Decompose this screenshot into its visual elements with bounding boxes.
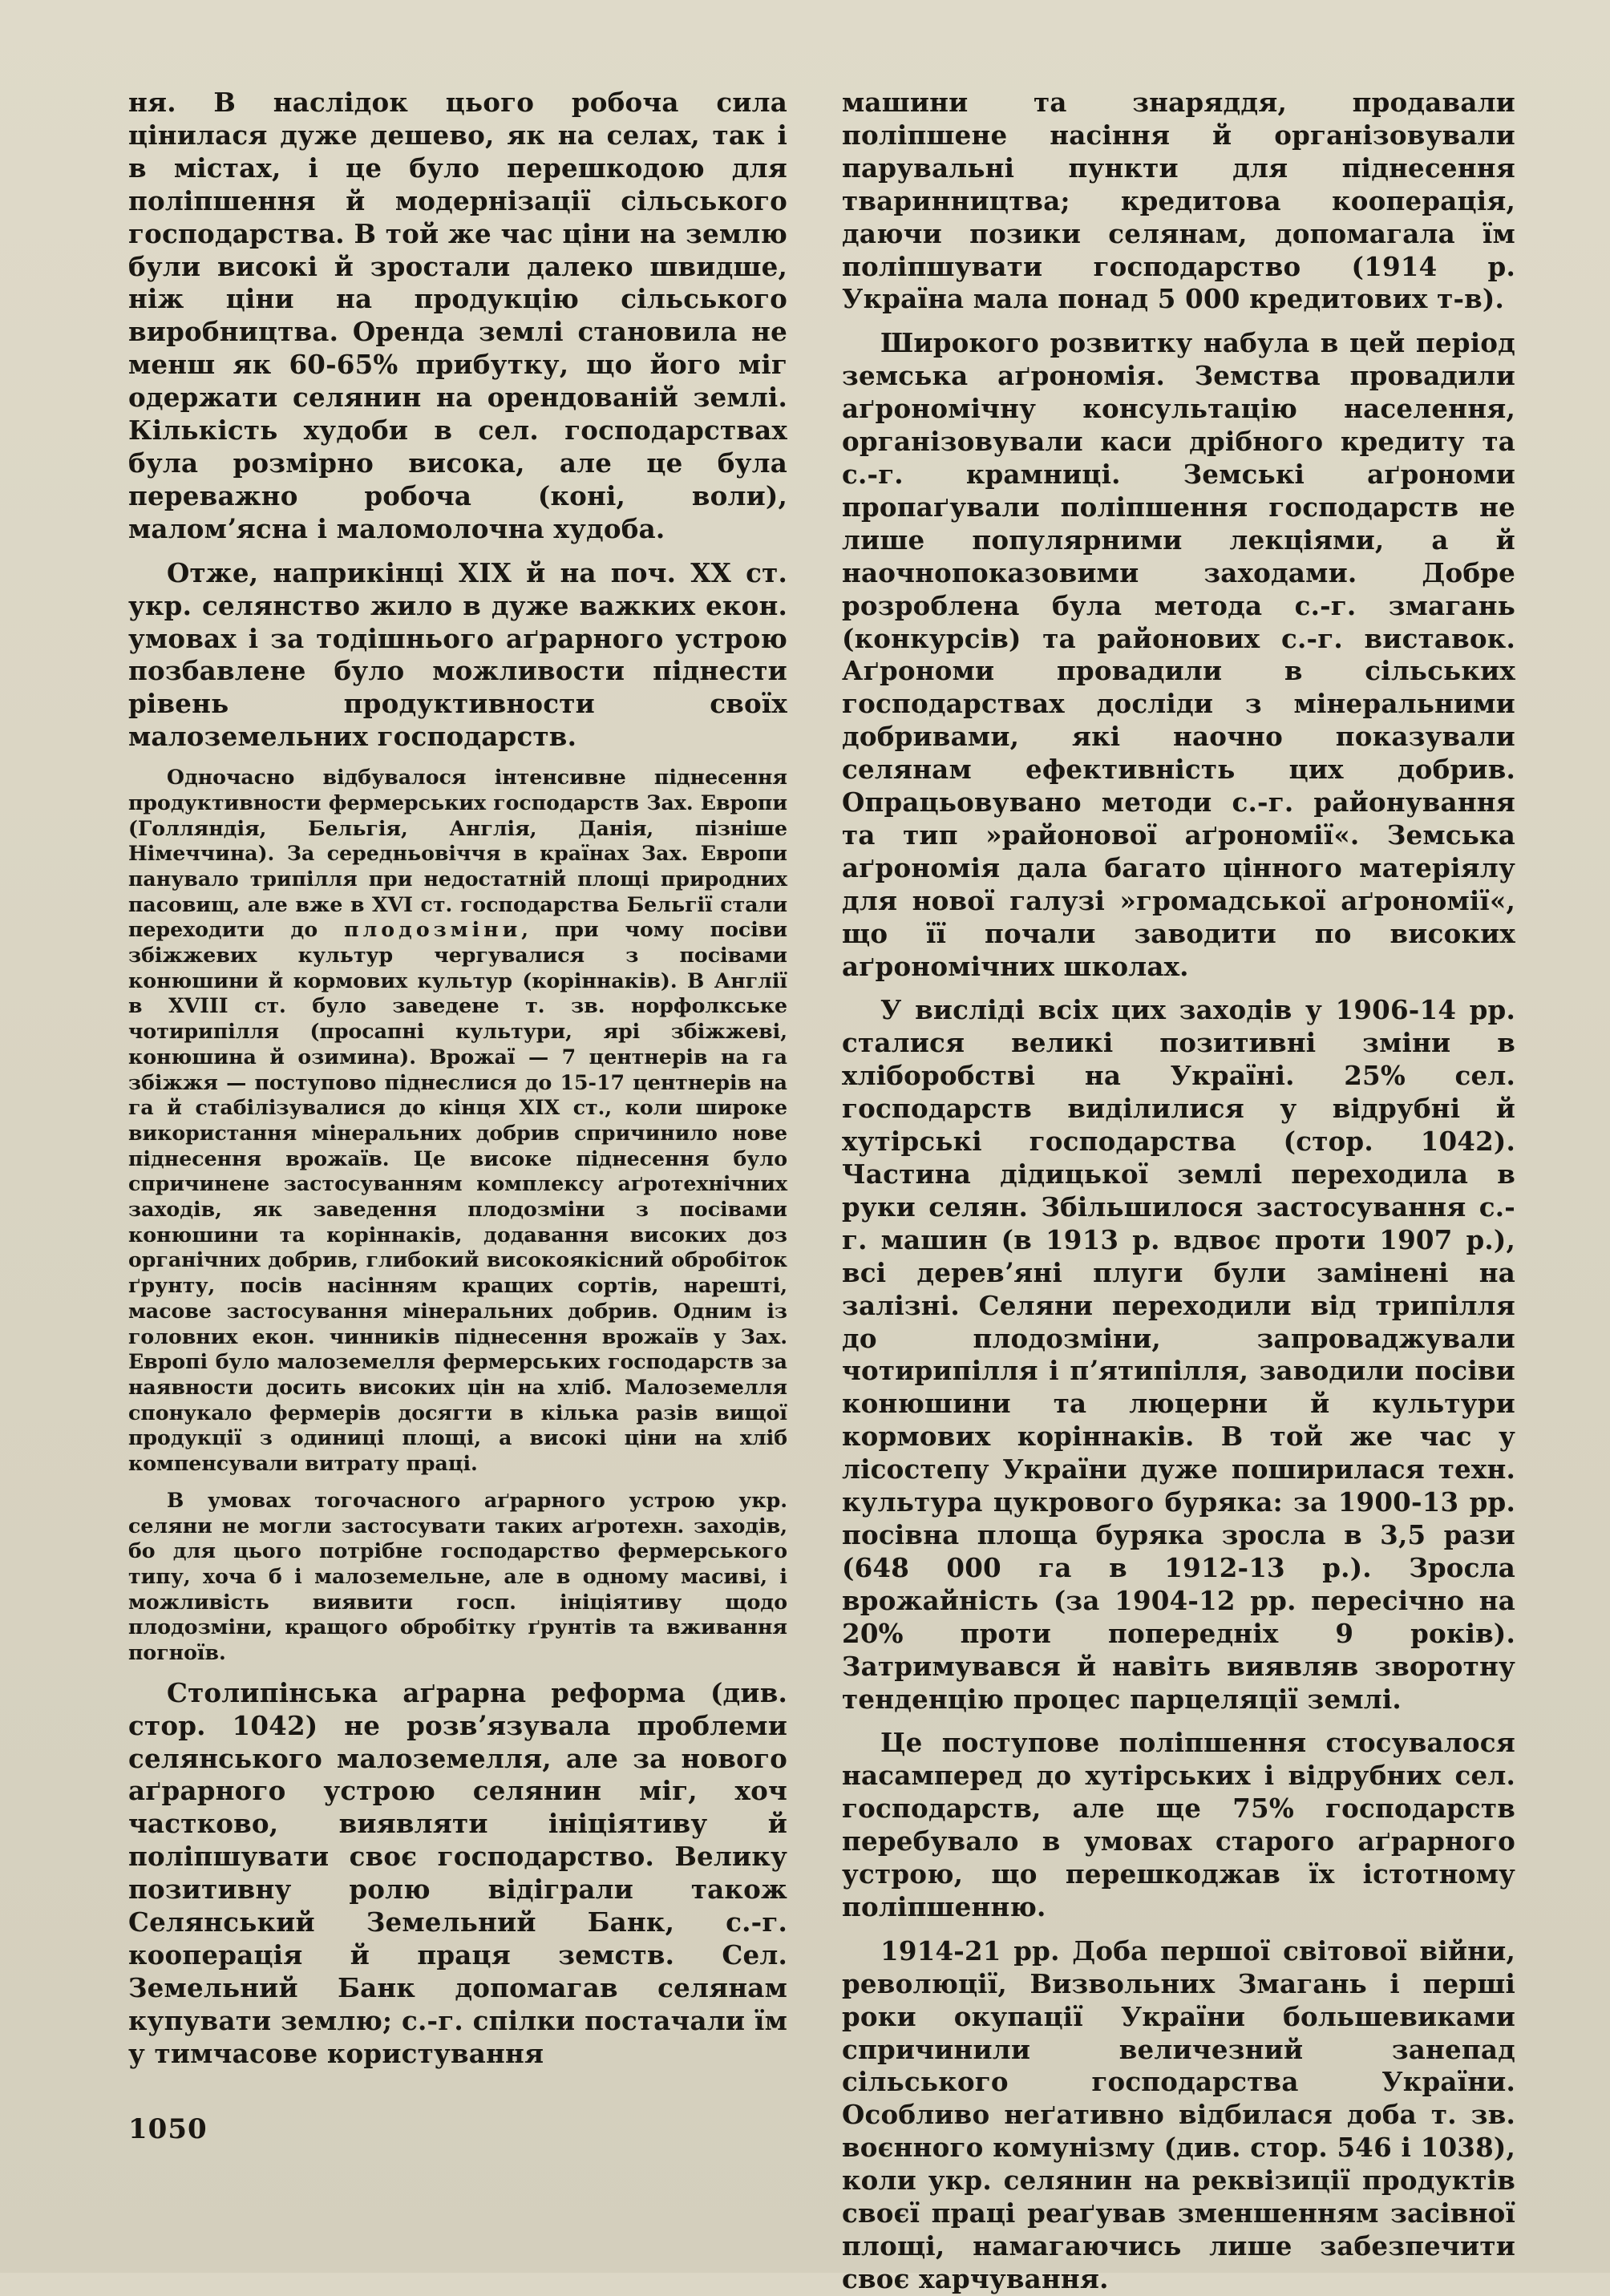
paragraph-agrarian-system: В умовах тогочасного аґрарного устрою укр. селяни не могли застосувати таких аґротехн. заходів, бо для цього потрібне господарство фермерського типу, хоча б і малоземельне, але в одному масиві, і можливість виявити госп. ініціятиву щодо плодозміни, кращого обробітку ґрунтів та вживання погноїв. bbox=[128, 1487, 787, 1665]
western-europe-text-end: , при чому посіви збіжжевих культур чергувалися з посівами конюшини й кормових культур (коріннаків). В Англії в XVIII ст. було заведене т. зв. норфолкське чотирипілля (просапні культури, ярі збіжжеві, конюшина й озимина). Врожаї — 7 центнерів на га збіжжя — поступово піднеслися до 15-17 центнерів на га й стабілізувалися до кінця XIX ст., коли широке використання мінеральних добрив спричинило нове піднесення врожаїв. Це високе піднесення було спричинене застосуванням комплексу аґротехнічних заходів, як заведення плодозміни з посівами конюшини та коріннаків, додавання високих доз органічних добрив, глибокий високоякісний обробіток ґрунту, посів насінням кращих сортів, нарешті, масове застосування мінеральних добрив. Одним із головних екон. чинників піднесення врожаїв у Зах. Европі було малоземелля фермерських господарств за наявности досить високих цін на хліб. Малоземелля спонукало фермерів досягти в кілька разів вищої продукції з одиниці площі, а високі ціни на хліб компенсували витрату праці. bbox=[128, 917, 788, 1476]
stolypin-reform-heading: Столипінська аґрарна реформа bbox=[167, 1676, 686, 1708]
paragraph-gradual-improvement: Це поступове поліпшення стосувалося насамперед до хутірських і відрубних сел. господарств, але ще 75% господарств перебувало в умовах старого аґрарного устрою, що перешкоджав їх істотному поліпшенню. bbox=[842, 1727, 1515, 1922]
paragraph-stolypin-reform bbox=[128, 1677, 787, 2071]
spaced-term-crop-rotation: плодозміни bbox=[344, 917, 522, 942]
paragraph-peasantry-conditions: Отже, наприкінці XIX й на поч. XX ст. укр. селянство жило в дуже важких екон. умовах і за тодішнього аґрарного устрою позбавлене було можливости піднести рівень продуктивности своїх малоземельних господарств. bbox=[128, 556, 787, 753]
page-number: 1050 bbox=[128, 2113, 208, 2145]
paragraph-workforce: ня. В наслідок цього робоча сила цінилася дуже дешево, як на селах, так і в містах, і це було перешкодою для поліпшення й модернізації сільського господарства. В той же час ціни на землю були високі й зростали далеко швидше, ніж ціни на продукцію сільського виробництва. Оренда землі становила не менш як 60-65% прибутку, що його міг одержати селянин на орендованій землі. Кількість худоби в сел. господарствах була розмірно висока, але це була переважно робоча (коні, воли), маломʼясна і маломолочна худоба. bbox=[128, 87, 787, 544]
right-column bbox=[842, 87, 1515, 2296]
paragraph-western-europe bbox=[128, 765, 787, 1477]
paragraph-1914-21 bbox=[842, 1935, 1515, 2296]
western-europe-text-start: Одночасно відбувалося інтенсивне піднесення продуктивности фермерських господарств Зах. Европи (Голляндія, Бельгія, Англія, Данія, пізніше Німеччина). За середньовіччя в країнах Зах. Европи панувало трипілля при недостатній площі природних пасовищ, але вже в XVI ст. господарства Бельгії стали переходити до bbox=[128, 765, 787, 942]
paragraph-zemstvo-agronomy: Широкого розвитку набула в цей період земська аґрономія. Земства провадили аґрономічну консультацію населення, організовували каси дрібного кредиту та с.-г. крамниці. Земські аґрономи пропаґували поліпшення господарств не лише популярними лекціями, а й наочнопоказовими заходами. Добре розроблена була метода с.-г. змагань (конкурсів) та районових с.-г. виставок. Аґрономи провадили в сільських господарствах досліди з мінеральними добривами, які наочно показували селянам ефективність цих добрив. Опрацьовувано методи с.-г. районування та тип »районової аґрономії«. Земська аґрономія дала багато цінного матеріялу для нової галузі »громадської аґрономії«, що її почали заводити по високих аґрономічних школах. bbox=[842, 327, 1515, 982]
paragraph-results-1906-14: У висліді всіх цих заходів у 1906-14 рр. сталися великі позитивні зміни в хліборобстві на Україні. 25% сел. господарств виділилися у відрубні й хутірські господарства (стор. 1042). Частина дідицької землі переходила в руки селян. Збільшилося застосування с.-г. машин (в 1913 р. вдвоє проти 1907 р.), всі деревʼяні плуги були замінені на залізні. Селяни переходили від трипілля до плодозміни, запроваджували чотирипілля і пʼятипілля, заводили посіви конюшини та люцерни й культури кормових коріннаків. В той же час у лісостепу України дуже поширилася техн. культура цукрового буряка: за 1900-13 рр. посівна площа буряка зросла в 3,5 рази (648 000 га в 1912-13 р.). Зросла врожайність (за 1904-12 рр. пересічно на 20% проти попередніх 9 років). Затримувався й навіть виявляв зворотну тенденцію процес парцеляції землі. bbox=[842, 994, 1515, 1715]
period-text: Доба першої світової війни, революції, Визвольних Змагань і перші роки окупації України большевиками спричинили величезний занепад сільського господарства України. Особливо неґативно відбилася доба т. зв. воєнного комунізму (див. стор. 546 і 1038), коли укр. селянин на реквізиції продуктів своєї праці реаґував зменшенням засівної площі, намагаючись лише забезпечити своє харчування. bbox=[842, 1934, 1515, 2294]
stolypin-reform-text: (див. стор. 1042) не розвʼязувала проблеми селянського малоземелля, але за нового аґрарного устрою селянин міг, хоч частково, виявляти ініціятиву й поліпшувати своє господарство. Велику позитивну ролю відіграли також Селянський Земельний Банк, с.-г. кооперація й праця земств. Сел. Земельний Банк допомагав селянам купувати землю; с.-г. спілки постачали їм у тимчасове користування bbox=[128, 1676, 787, 2069]
left-column bbox=[128, 87, 787, 2071]
paragraph-machinery: машини та знаряддя, продавали поліпшене насіння й організовували парувальні пункти для піднесення тваринництва; кредитова кооперація, даючи позики селянам, допомагала їм поліпшувати господарство (1914 р. Україна мала понад 5 000 кредитових т-в). bbox=[842, 87, 1515, 315]
period-heading: 1914-21 рр. bbox=[880, 1934, 1060, 1967]
